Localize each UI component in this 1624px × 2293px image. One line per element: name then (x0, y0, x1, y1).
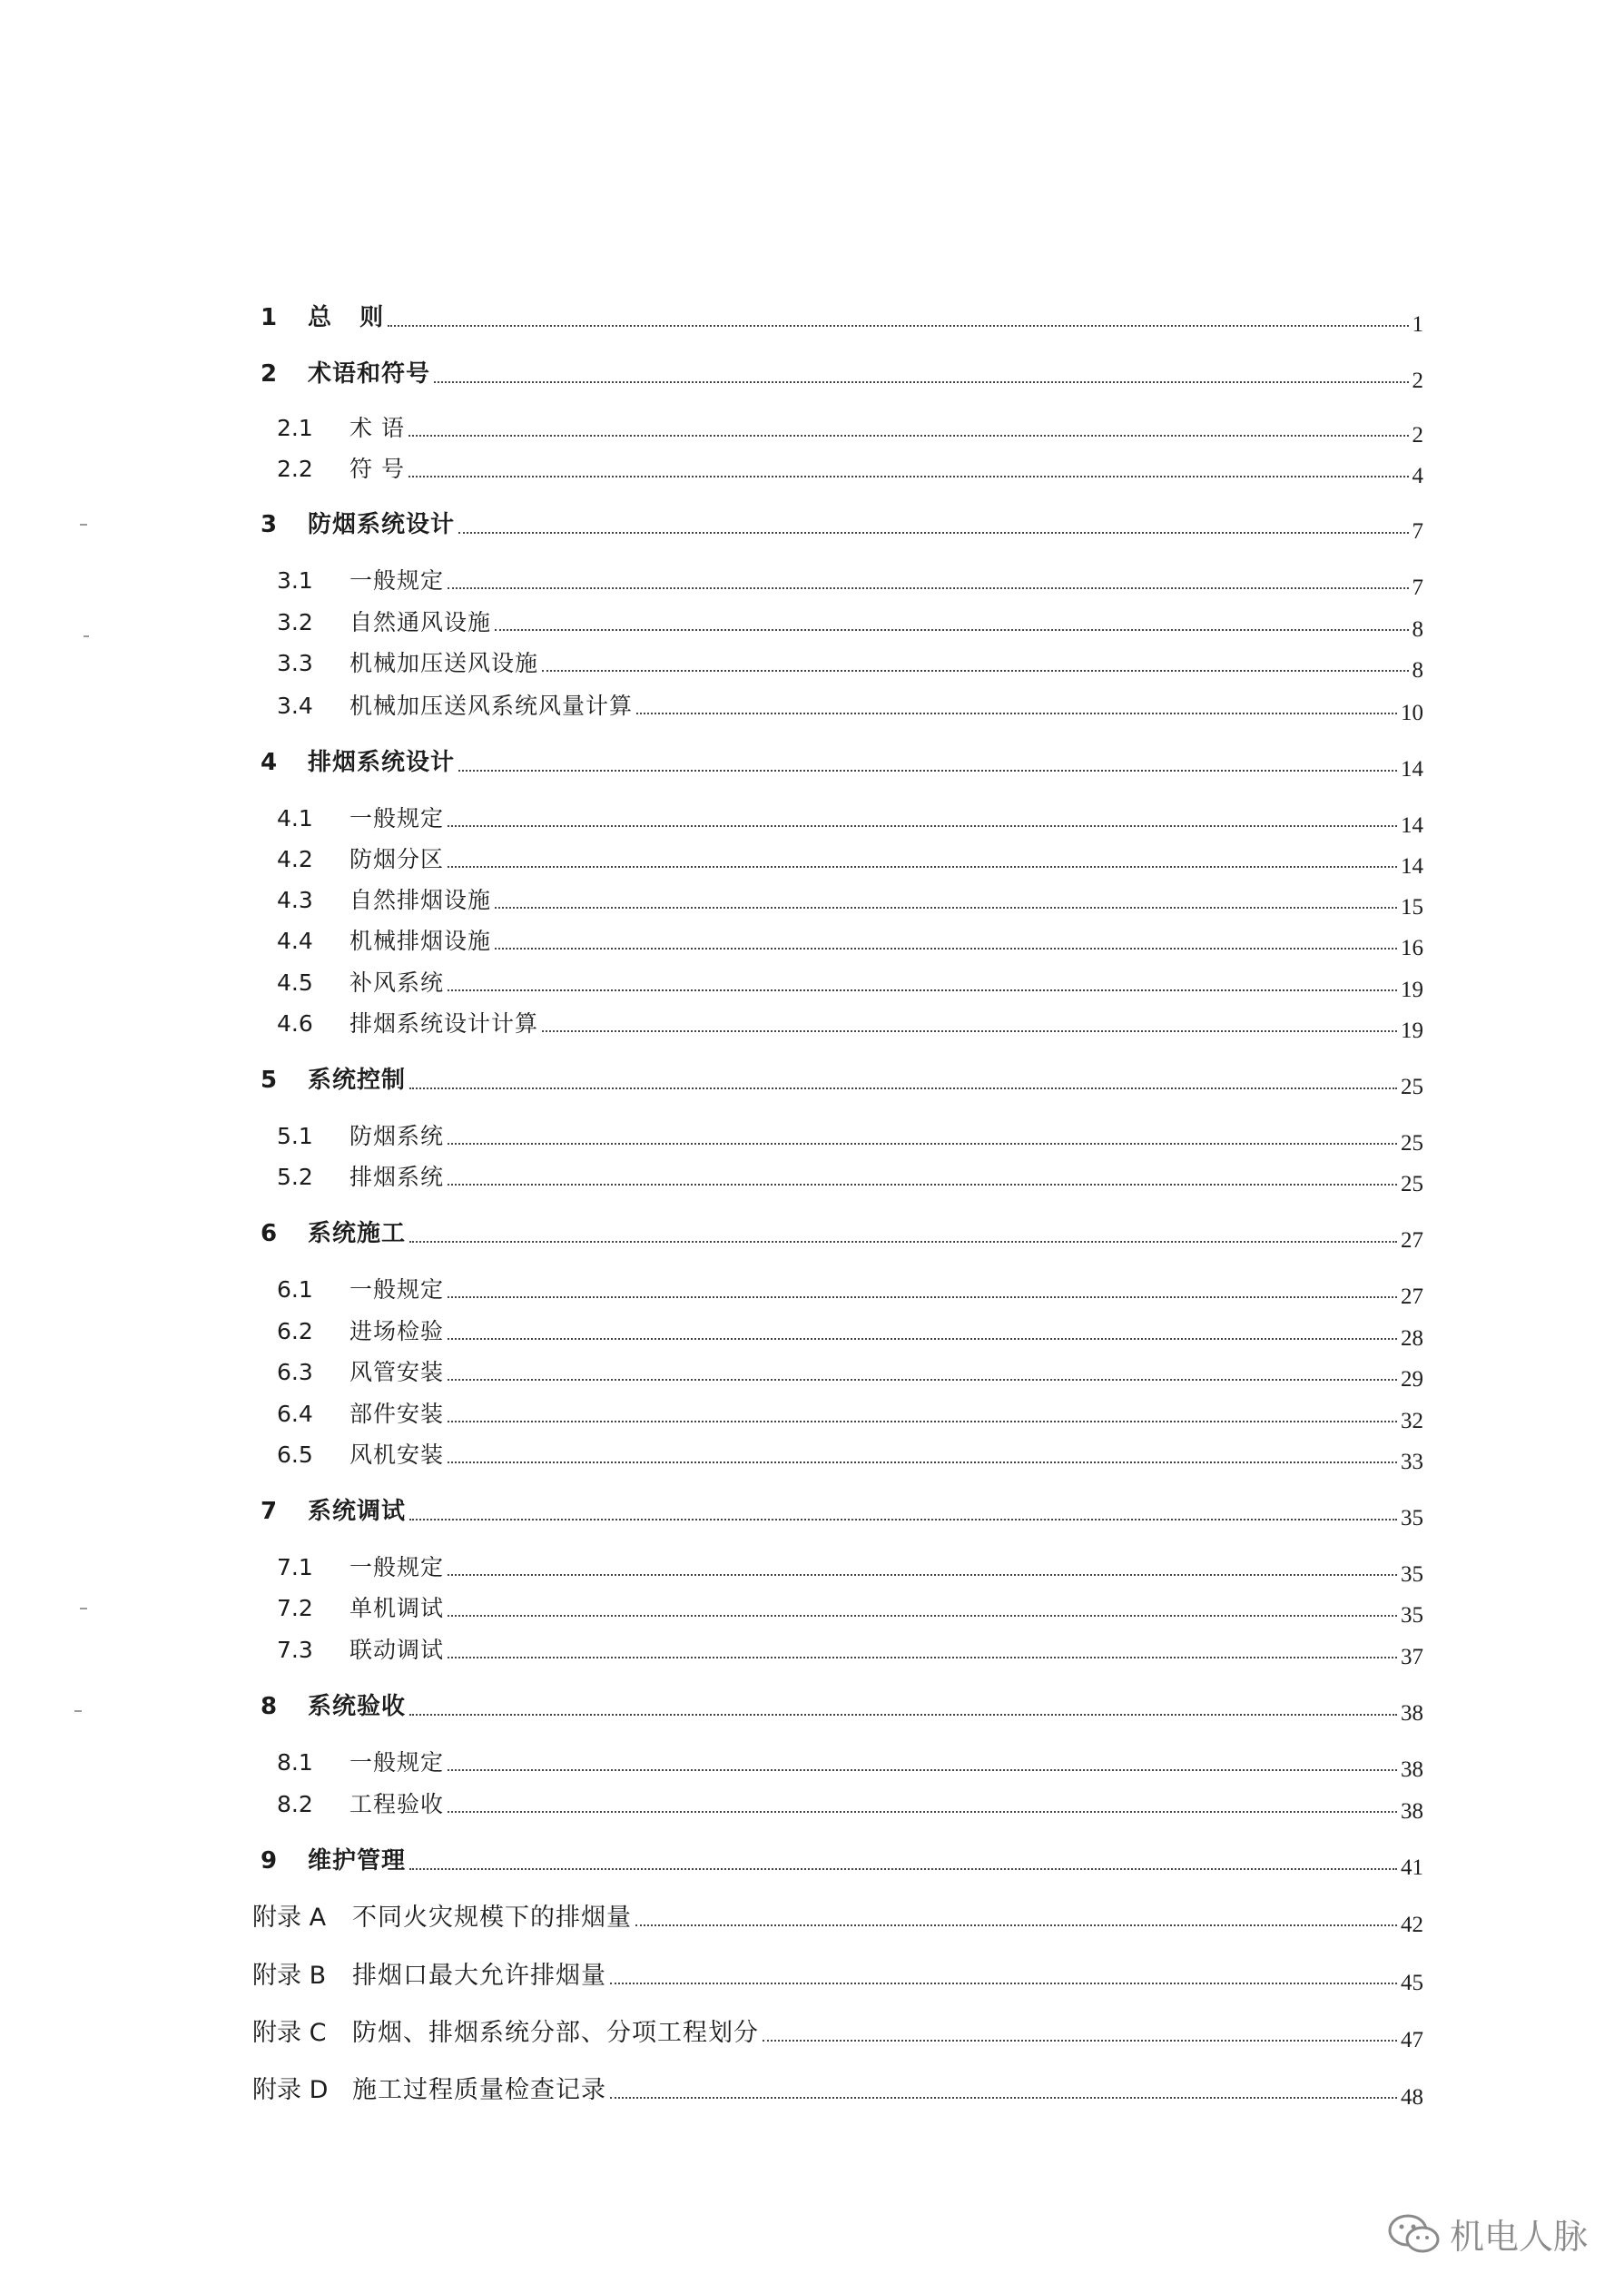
dot-leader (448, 1768, 1397, 1771)
dot-leader (448, 1573, 1397, 1576)
toc-entry-section[interactable] (277, 1309, 1423, 1351)
toc-title: 部件安装 (349, 1401, 445, 1427)
toc-number: 8.1 (277, 1749, 313, 1776)
toc-number: 5 (261, 1067, 278, 1094)
toc-entry-section[interactable] (277, 1155, 1423, 1196)
toc-number: 6.3 (277, 1359, 313, 1385)
toc-title: 排烟口最大允许排烟量 (352, 1962, 606, 1990)
toc-entry-section[interactable] (277, 837, 1423, 879)
dot-leader (408, 475, 1409, 477)
watermark-text: 机电人脉 (1449, 2217, 1588, 2257)
toc-entry-chapter[interactable] (261, 1684, 1423, 1726)
dot-leader (448, 989, 1397, 991)
toc-title: 排烟系统设计计算 (349, 1010, 539, 1037)
toc-number: 5.2 (277, 1164, 313, 1190)
toc-number: 8 (261, 1693, 278, 1720)
toc-entry-chapter[interactable] (261, 295, 1423, 337)
toc-entry-section[interactable] (277, 1114, 1423, 1156)
toc-number: 2 (261, 360, 278, 388)
toc-number: 4.4 (277, 928, 313, 954)
dot-leader (409, 1240, 1397, 1243)
dot-leader (542, 1029, 1397, 1032)
dot-leader (495, 947, 1397, 950)
dot-leader (458, 531, 1408, 534)
toc-number: 6.4 (277, 1401, 313, 1427)
toc-title: 风管安装 (349, 1359, 445, 1385)
toc-number: 4 (261, 749, 278, 776)
toc-number: 附录 A (252, 1904, 327, 1932)
toc-entry-section[interactable] (277, 1392, 1423, 1433)
dot-leader (448, 1810, 1397, 1813)
scan-artifact (74, 1710, 82, 1712)
dot-leader (388, 324, 1408, 327)
toc-number: 4.2 (277, 846, 313, 872)
toc-entry-section[interactable] (277, 919, 1423, 960)
toc-page-number: 8 (1412, 617, 1423, 642)
dot-leader (542, 669, 1408, 672)
toc-entry-section[interactable] (277, 641, 1423, 683)
toc-entry-section[interactable] (277, 1350, 1423, 1392)
dot-leader (448, 1183, 1397, 1186)
dot-leader (636, 712, 1397, 714)
toc-page-number: 25 (1401, 1075, 1423, 1099)
wechat-icon (1388, 2212, 1441, 2256)
toc-title: 单机调试 (349, 1595, 445, 1621)
toc-number: 5.1 (277, 1123, 313, 1149)
toc-title: 符 号 (349, 456, 405, 482)
toc-entry-section[interactable] (277, 600, 1423, 642)
toc-number: 附录 D (252, 2076, 329, 2104)
toc-title: 工程验收 (349, 1791, 445, 1817)
toc-page-number: 4 (1412, 464, 1423, 488)
watermark (1388, 2209, 1588, 2259)
toc-number: 7.1 (277, 1554, 313, 1580)
toc-title: 自然通风设施 (349, 609, 492, 635)
toc-title: 总 则 (308, 304, 385, 331)
toc-entry-chapter[interactable] (261, 1489, 1423, 1530)
toc-entry-section[interactable] (277, 960, 1423, 1002)
toc-page-number: 15 (1401, 895, 1423, 920)
toc-page-number: 32 (1401, 1409, 1423, 1433)
toc-title: 一般规定 (349, 805, 445, 832)
dot-leader (495, 906, 1397, 909)
toc-entry-section[interactable] (277, 406, 1423, 448)
toc-page-number: 7 (1412, 519, 1423, 544)
dot-leader (763, 2039, 1397, 2042)
toc-number: 8.2 (277, 1791, 313, 1817)
toc-title: 术语和符号 (308, 360, 431, 388)
toc-number: 6.2 (277, 1318, 313, 1344)
dot-leader (448, 1337, 1397, 1340)
toc-entry-chapter[interactable] (261, 502, 1423, 544)
dot-leader (448, 1420, 1397, 1422)
toc-number: 附录 B (252, 1962, 327, 1990)
toc-entry-chapter[interactable] (261, 1211, 1423, 1253)
toc-number: 3.3 (277, 650, 313, 676)
dot-leader (448, 1656, 1397, 1658)
toc-title: 自然排烟设施 (349, 887, 492, 913)
toc-page-number: 8 (1412, 658, 1423, 683)
toc-number: 3.4 (277, 693, 313, 719)
toc-page-number: 10 (1401, 701, 1423, 725)
toc-number: 3.1 (277, 567, 313, 594)
toc-number: 4.3 (277, 887, 313, 913)
toc-number: 4.1 (277, 805, 313, 832)
toc-page-number: 29 (1401, 1367, 1423, 1392)
toc-title: 一般规定 (349, 1276, 445, 1303)
toc-title: 系统施工 (308, 1220, 407, 1247)
toc-title: 防烟系统设计 (308, 511, 456, 538)
toc-page-number: 45 (1401, 1971, 1423, 1995)
toc-page-number: 47 (1401, 2028, 1423, 2052)
toc-title: 机械加压送风系统风量计算 (349, 693, 634, 719)
toc-title: 排烟系统设计 (308, 749, 456, 776)
scan-artifact (84, 635, 89, 637)
toc-page-number: 2 (1412, 423, 1423, 448)
toc-entry-section[interactable] (277, 1586, 1423, 1628)
toc-entry-section[interactable] (277, 558, 1423, 600)
toc-entry-section[interactable] (277, 1001, 1423, 1043)
toc-page-number: 25 (1401, 1172, 1423, 1196)
toc-entry-appendix[interactable] (252, 1953, 1423, 1995)
dot-leader (448, 1295, 1397, 1298)
dot-leader (409, 1713, 1397, 1716)
toc-number: 7 (261, 1498, 278, 1525)
toc-number: 2.2 (277, 456, 313, 482)
toc-title: 不同火灾规模下的排烟量 (352, 1904, 632, 1932)
toc-title: 联动调试 (349, 1637, 445, 1663)
toc-number: 7.3 (277, 1637, 313, 1663)
dot-leader (434, 380, 1408, 383)
toc-page-number: 7 (1412, 576, 1423, 600)
toc-title: 施工过程质量检查记录 (352, 2076, 606, 2104)
toc-number: 6 (261, 1220, 278, 1247)
dot-leader (448, 1142, 1397, 1145)
toc-title: 进场检验 (349, 1318, 445, 1344)
toc-title: 风机安装 (349, 1442, 445, 1468)
toc-number: 附录 C (252, 2019, 327, 2047)
toc-title: 系统验收 (308, 1693, 407, 1720)
dot-leader (408, 434, 1409, 437)
dot-leader (448, 1614, 1397, 1617)
dot-leader (448, 865, 1397, 868)
toc-title: 排烟系统 (349, 1164, 445, 1190)
toc-number: 4.5 (277, 969, 313, 996)
toc-title: 机械排烟设施 (349, 928, 492, 954)
dot-leader (409, 1867, 1397, 1870)
toc-number: 6.1 (277, 1276, 313, 1303)
toc-page-number: 37 (1401, 1645, 1423, 1669)
toc-page-number: 14 (1401, 757, 1423, 782)
toc-page-number: 27 (1401, 1228, 1423, 1253)
dot-leader (448, 1378, 1397, 1381)
toc-title: 机械加压送风设施 (349, 650, 539, 676)
toc-entry-section[interactable] (277, 1740, 1423, 1782)
toc-entry-section[interactable] (277, 1782, 1423, 1824)
toc-entry-chapter[interactable] (261, 740, 1423, 782)
dot-leader (448, 1461, 1397, 1463)
toc-page-number: 19 (1401, 978, 1423, 1002)
toc-title: 防烟系统 (349, 1123, 445, 1149)
toc-page-number: 14 (1401, 854, 1423, 879)
toc-number: 1 (261, 304, 278, 331)
toc-number: 3 (261, 511, 278, 538)
dot-leader (458, 769, 1397, 772)
toc-page-number: 2 (1412, 369, 1423, 393)
toc-page-number: 38 (1401, 1757, 1423, 1782)
toc-page-number: 28 (1401, 1326, 1423, 1351)
toc-entry-appendix[interactable] (252, 2011, 1423, 2052)
toc-entry-appendix[interactable] (252, 1895, 1423, 1937)
toc-entry-section[interactable] (277, 1432, 1423, 1474)
toc-title: 一般规定 (349, 1749, 445, 1776)
toc-page-number: 42 (1401, 1913, 1423, 1937)
toc-entry-section[interactable] (277, 796, 1423, 838)
toc-entry-section[interactable] (277, 878, 1423, 920)
toc-page-number: 48 (1401, 2085, 1423, 2110)
toc-title: 防烟、排烟系统分部、分项工程划分 (352, 2019, 759, 2047)
toc-title: 术 语 (349, 415, 405, 441)
toc-page-number: 41 (1401, 1855, 1423, 1880)
dot-leader (610, 2096, 1397, 2099)
toc-entry-section[interactable] (277, 447, 1423, 488)
toc-page-number: 35 (1401, 1562, 1423, 1587)
toc-entry-section[interactable] (277, 1267, 1423, 1309)
toc-number: 7.2 (277, 1595, 313, 1621)
dot-leader (495, 628, 1408, 631)
toc-entry-section[interactable] (277, 684, 1423, 725)
toc-page-number: 1 (1412, 312, 1423, 337)
toc-page-number: 35 (1401, 1603, 1423, 1628)
dot-leader (448, 586, 1408, 589)
toc-page-number: 38 (1401, 1799, 1423, 1824)
toc-page-number: 14 (1401, 813, 1423, 838)
dot-leader (448, 824, 1397, 827)
toc-page-number: 38 (1401, 1701, 1423, 1726)
toc-page-number: 33 (1401, 1450, 1423, 1474)
toc-title: 系统控制 (308, 1067, 407, 1094)
toc-title: 一般规定 (349, 567, 445, 594)
toc-entry-chapter[interactable] (261, 1838, 1423, 1880)
scan-artifact (80, 1608, 87, 1609)
toc-title: 维护管理 (308, 1847, 407, 1875)
toc-title: 防烟分区 (349, 846, 445, 872)
toc-page-number: 25 (1401, 1131, 1423, 1156)
dot-leader (610, 1982, 1397, 1984)
dot-leader (635, 1924, 1397, 1926)
toc-number: 9 (261, 1847, 278, 1875)
toc-entry-section[interactable] (277, 1545, 1423, 1587)
toc-page-number: 19 (1401, 1019, 1423, 1043)
toc-title: 补风系统 (349, 969, 445, 996)
toc-entry-chapter[interactable] (261, 1058, 1423, 1099)
toc-number: 4.6 (277, 1010, 313, 1037)
toc-number: 3.2 (277, 609, 313, 635)
toc-number: 6.5 (277, 1442, 313, 1468)
toc-page-number: 16 (1401, 936, 1423, 960)
dot-leader (409, 1518, 1397, 1520)
toc-entry-appendix[interactable] (252, 2068, 1423, 2110)
toc-number: 2.1 (277, 415, 313, 441)
toc-page-number: 27 (1401, 1284, 1423, 1309)
toc-entry-section[interactable] (277, 1628, 1423, 1669)
toc-entry-chapter[interactable] (261, 351, 1423, 393)
toc-page-number: 35 (1401, 1506, 1423, 1530)
toc-title: 一般规定 (349, 1554, 445, 1580)
dot-leader (409, 1087, 1397, 1089)
toc-title: 系统调试 (308, 1498, 407, 1525)
scan-artifact (80, 524, 87, 526)
